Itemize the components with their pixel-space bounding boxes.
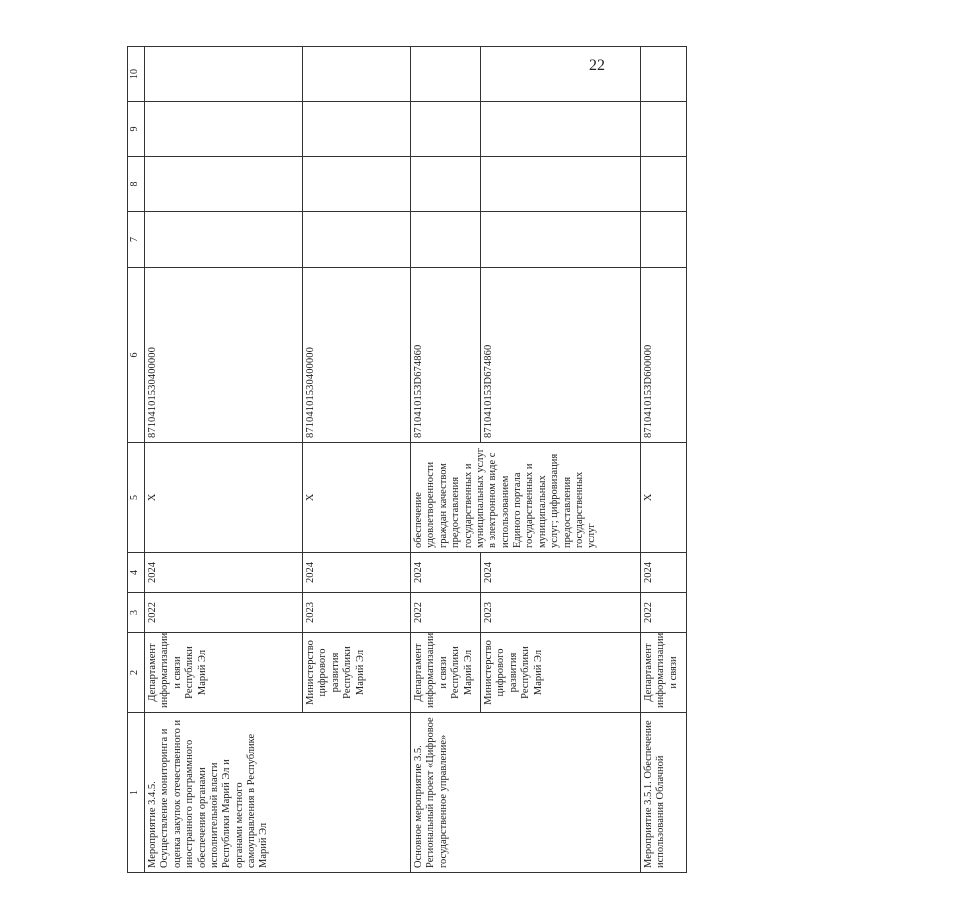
program-table (127, 46, 687, 873)
column-number: 9 (128, 102, 145, 157)
budget-code-cell: 871041015ЗD674860 (411, 268, 481, 443)
empty-cell (641, 47, 687, 102)
start-year-cell: 2022 (145, 593, 303, 633)
empty-cell (145, 47, 303, 102)
column-number: 7 (128, 212, 145, 268)
empty-cell (641, 157, 687, 212)
column-number-row (128, 47, 145, 873)
budget-code-cell: 87104101530400000 (145, 268, 303, 443)
column-number: 2 (128, 633, 145, 713)
column-number: 10 (128, 47, 145, 102)
result-cell: X (145, 443, 303, 553)
executor-cell: Департамент информатизации и связи Республики Марий Эл (145, 633, 303, 713)
measure-name-cell: Мероприятие 3.5.1. Обеспечение использования Облачной (641, 713, 687, 873)
empty-cell (411, 47, 481, 102)
empty-cell (481, 47, 641, 102)
column-number: 5 (128, 443, 145, 553)
empty-cell (303, 47, 411, 102)
table-row (411, 47, 481, 873)
end-year-cell: 2024 (641, 553, 687, 593)
result-cell: X (303, 443, 411, 553)
empty-cell (641, 102, 687, 157)
column-number: 4 (128, 553, 145, 593)
end-year-cell: 2024 (145, 553, 303, 593)
rotated-table-wrapper (127, 69, 953, 873)
start-year-cell: 2023 (303, 593, 411, 633)
result-cell: обеспечение удовлетворенности граждан качеством предоставления государственных и муниципальных услуг в электронном виде с использованием Единого портала государственных и муниципальных услуг; цифровизация предоставления государственных услуг (411, 443, 641, 553)
measure-name-cell: Основное мероприятие 3.5. Региональный проект «Цифровое государственное управление» (411, 713, 641, 873)
table-row (641, 47, 687, 873)
empty-cell (145, 157, 303, 212)
empty-cell (303, 102, 411, 157)
executor-cell: Министерство цифрового развития Республики Марий Эл (481, 633, 641, 713)
empty-cell (303, 212, 411, 268)
empty-cell (303, 157, 411, 212)
empty-cell (481, 102, 641, 157)
budget-code-cell: 871041015ЗD600000 (641, 268, 687, 443)
measure-name-cell: Мероприятие 3.4.5. Осуществление мониторинга и оценка закупок отечественного и иностранного программного обеспечения органами исполнительной власти Республики Марий Эл и органами местного самоуправления в Республике Марий Эл (145, 713, 411, 873)
empty-cell (411, 157, 481, 212)
column-number: 8 (128, 157, 145, 212)
executor-cell: Министерство цифрового развития Республики Марий Эл (303, 633, 411, 713)
column-number: 6 (128, 268, 145, 443)
empty-cell (641, 212, 687, 268)
end-year-cell: 2024 (411, 553, 481, 593)
empty-cell (145, 102, 303, 157)
end-year-cell: 2024 (481, 553, 641, 593)
page-number: 22 (589, 57, 605, 74)
executor-cell: Департамент информатизации и связи Республики Марий Эл (411, 633, 481, 713)
result-cell: X (641, 443, 687, 553)
table-row (145, 47, 303, 873)
column-number: 3 (128, 593, 145, 633)
end-year-cell: 2024 (303, 553, 411, 593)
empty-cell (411, 212, 481, 268)
empty-cell (411, 102, 481, 157)
start-year-cell: 2022 (641, 593, 687, 633)
start-year-cell: 2023 (481, 593, 641, 633)
budget-code-cell: 87104101530400000 (303, 268, 411, 443)
empty-cell (145, 212, 303, 268)
start-year-cell: 2022 (411, 593, 481, 633)
empty-cell (481, 212, 641, 268)
column-number: 1 (128, 713, 145, 873)
executor-cell: Департамент информатизации и связи (641, 633, 687, 713)
budget-code-cell: 871041015ЗD674860 (481, 268, 641, 443)
empty-cell (481, 157, 641, 212)
